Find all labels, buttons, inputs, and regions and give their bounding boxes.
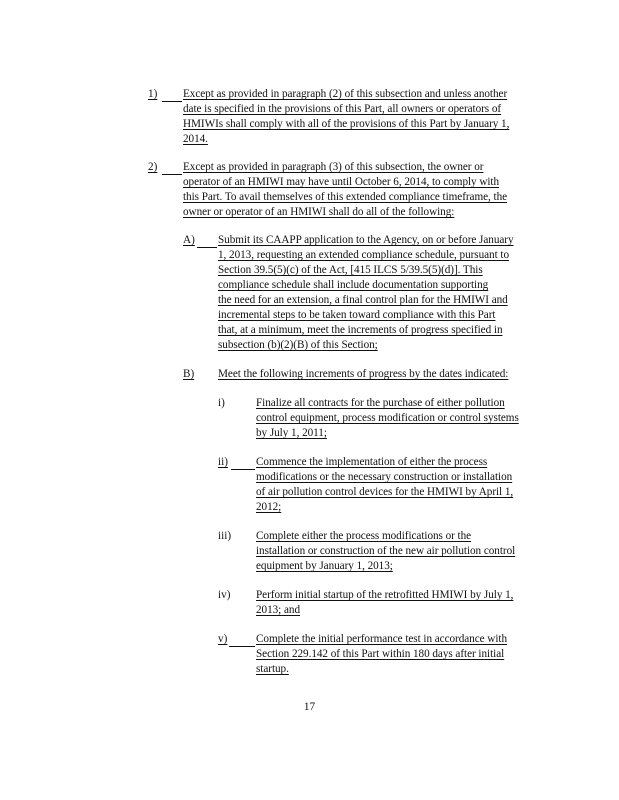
item-2-line-2: operator of an HMIWI may have until October 6, 2014, to comply with	[183, 176, 500, 188]
subitem-a-line-7: that, at a minimum, meet the increments of progress specified in	[218, 324, 503, 336]
subsubitem-iii-line-2: installation or construction of the new air pollution control	[256, 545, 516, 557]
subsubitem-ii-line-1: Commence the implementation of either the process	[256, 456, 488, 468]
marker-underline	[229, 646, 255, 647]
subitem-a-line-1: Submit its CAAPP application to the Agency, on or before January	[218, 234, 514, 246]
marker-underline	[231, 469, 255, 470]
subitem-a-line-6: incremental steps to be taken toward compliance with this Part	[218, 309, 496, 321]
subitem-marker-b: B)	[183, 368, 195, 380]
item-2-line-3: this Part. To avail themselves of this extended compliance timeframe, the	[183, 191, 508, 203]
subitem-a-line-5: the need for an extension, a final control plan for the HMIWI and	[218, 294, 508, 306]
subsubitem-ii-line-3: of air pollution control devices for the HMIWI by April 1,	[256, 486, 514, 498]
subsubitem-ii-line-2: modifications or the necessary construction or installation	[256, 471, 513, 483]
item-1-line-3: HMIWIs shall comply with all of the provisions of this Part by January 1,	[183, 118, 510, 130]
subsubitem-iv-line-2: 2013; and	[256, 604, 300, 616]
subsubitem-marker-v: v)	[218, 633, 228, 645]
subsubitem-ii-line-4: 2012;	[256, 501, 282, 513]
subsubitem-iii-line-1: Complete either the process modifications or the	[256, 530, 472, 542]
item-1-line-4: 2014.	[183, 133, 208, 145]
subsubitem-marker-iv: iv)	[218, 589, 231, 601]
subitem-b-line-1: Meet the following increments of progress by the dates indicated:	[218, 368, 509, 380]
item-marker-1: 1)	[148, 88, 158, 100]
subsubitem-iii-line-3: equipment by January 1, 2013;	[256, 560, 393, 572]
subitem-a-line-4: compliance schedule shall include documentation supporting	[218, 279, 489, 291]
marker-underline	[162, 174, 182, 175]
page-number: 17	[303, 701, 316, 713]
item-marker-2: 2)	[148, 161, 158, 173]
subsubitem-i-line-3: by July 1, 2011;	[256, 427, 327, 439]
subitem-a-line-3: Section 39.5(5)(c) of the Act, [415 ILCS 5/39.5(5)(d)]. This	[218, 264, 483, 276]
item-2-line-4: owner or operator of an HMIWI shall do all of the following:	[183, 206, 455, 218]
marker-underline	[162, 101, 182, 102]
subsubitem-v-line-3: startup.	[256, 663, 289, 675]
subsubitem-marker-ii: ii)	[218, 456, 228, 468]
subsubitem-iv-line-1: Perform initial startup of the retrofitted HMIWI by July 1,	[256, 589, 514, 601]
subitem-a-line-2: 1, 2013, requesting an extended compliance schedule, pursuant to	[218, 249, 510, 261]
subitem-marker-a: A)	[183, 234, 195, 246]
subsubitem-i-line-1: Finalize all contracts for the purchase of either pollution	[256, 397, 505, 409]
subsubitem-v-line-2: Section 229.142 of this Part within 180 days after initial	[256, 648, 505, 660]
subsubitem-marker-i: i)	[218, 397, 225, 409]
item-1-line-2: date is specified in the provisions of this Part, all owners or operators of	[183, 103, 502, 115]
marker-underline	[197, 247, 217, 248]
subsubitem-marker-iii: iii)	[218, 530, 232, 542]
subitem-a-line-8: subsection (b)(2)(B) of this Section;	[218, 339, 378, 351]
item-2-line-1: Except as provided in paragraph (3) of this subsection, the owner or	[183, 161, 484, 173]
subsubitem-v-line-1: Complete the initial performance test in accordance with	[256, 633, 507, 645]
subsubitem-i-line-2: control equipment, process modification or control systems	[256, 412, 519, 424]
item-1-line-1: Except as provided in paragraph (2) of this subsection and unless another	[183, 88, 508, 100]
